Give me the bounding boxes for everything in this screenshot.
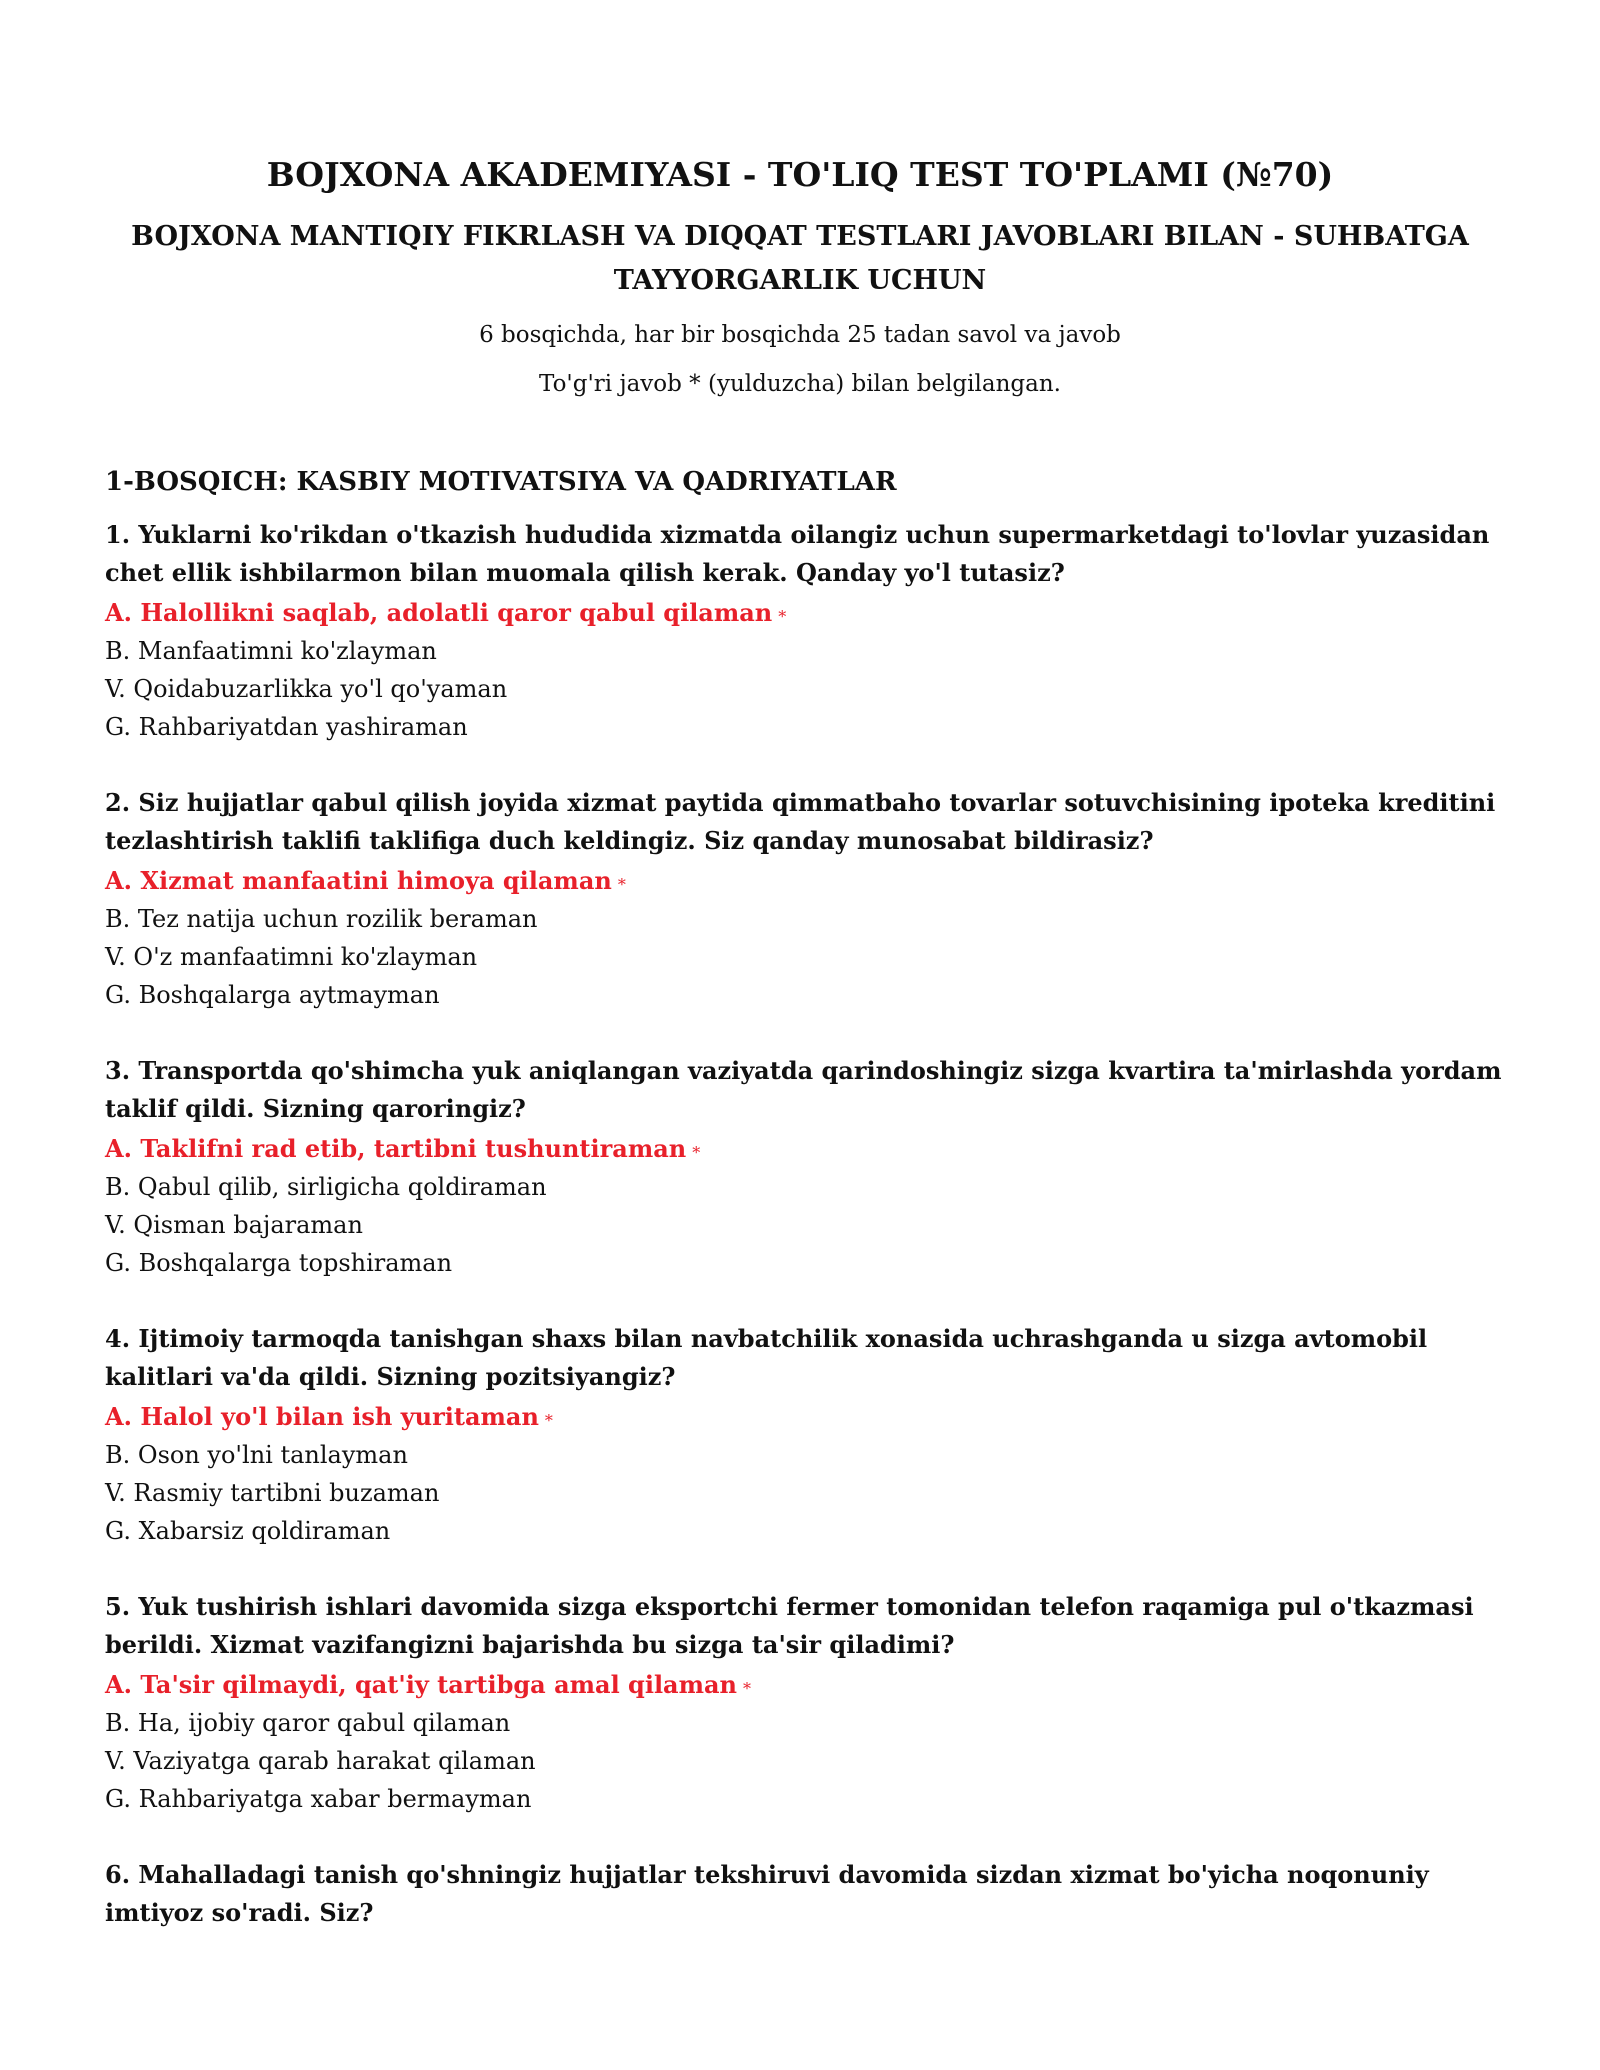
- document-subtitle: BOJXONA MANTIQIY FIKRLASH VA DIQQAT TESTLARI JAVOBLARI BILAN - SUHBATGA TAYYORGARLIK UCHUN: [131, 221, 1469, 296]
- answer-option-text: V. Vaziyatga qarab harakat qilaman: [105, 1747, 536, 1775]
- question-block: [105, 1052, 1505, 1282]
- answer-option: [105, 1206, 1505, 1244]
- correct-answer-option: [105, 1130, 1505, 1168]
- answer-option: [105, 1168, 1505, 1206]
- answer-options: [105, 594, 1505, 746]
- question-block: [105, 1856, 1505, 1932]
- correct-marker-star: *: [778, 607, 787, 626]
- answer-option-text: B. Ha, ijobiy qaror qabul qilaman: [105, 1709, 511, 1737]
- answer-option: [105, 976, 1505, 1014]
- answer-option: [105, 1780, 1505, 1818]
- answer-option: [105, 1244, 1505, 1282]
- answer-option: [105, 1436, 1505, 1474]
- answer-option-text: G. Boshqalarga topshiraman: [105, 1249, 453, 1277]
- correct-answer-option: [105, 862, 1505, 900]
- answer-option: [105, 938, 1505, 976]
- question-text: 2. Siz hujjatlar qabul qilish joyida xizmat paytida qimmatbaho tovarlar sotuvchisining ipoteka kreditini tezlashtirish taklifi taklifiga duch keldingiz. Siz qanday munosabat bildirasiz?: [105, 788, 1496, 855]
- answer-option-text: B. Manfaatimni ko'zlayman: [105, 637, 437, 665]
- answer-option-text: B. Oson yo'lni tanlayman: [105, 1441, 408, 1469]
- correct-marker-star: *: [743, 1679, 752, 1698]
- intro-line-1: 6 bosqichda, har bir bosqichda 25 tadan savol va javob: [479, 322, 1121, 348]
- question-block: [105, 1588, 1505, 1818]
- answer-option-text: G. Boshqalarga aytmayman: [105, 981, 440, 1009]
- answer-option-text: G. Rahbariyatdan yashiraman: [105, 713, 468, 741]
- answer-options: [105, 1130, 1505, 1282]
- question-text: 5. Yuk tushirish ishlari davomida sizga eksportchi fermer tomonidan telefon raqamiga pul o'tkazmasi berildi. Xizmat vazifangizni bajarishda bu sizga ta'sir qiladimi?: [105, 1592, 1474, 1659]
- correct-marker-star: *: [544, 1411, 553, 1430]
- question-block: [105, 784, 1505, 1014]
- answer-option: [105, 1742, 1505, 1780]
- section-heading: 1-BOSQICH: KASBIY MOTIVATSIYA VA QADRIYATLAR: [105, 467, 897, 497]
- question-list: [105, 516, 1505, 1932]
- correct-marker-star: *: [617, 875, 626, 894]
- question-block: [105, 516, 1505, 746]
- correct-answer-option: [105, 594, 1505, 632]
- correct-answer-option: [105, 1666, 1505, 1704]
- intro-line-2: To'g'ri javob * (yulduzcha) bilan belgilangan.: [539, 371, 1061, 397]
- answer-option-text: A. Halol yo'l bilan ish yuritaman: [105, 1402, 539, 1431]
- answer-option: [105, 670, 1505, 708]
- answer-option: [105, 900, 1505, 938]
- answer-option: [105, 1474, 1505, 1512]
- answer-options: [105, 1398, 1505, 1550]
- test-content: [105, 462, 1505, 1970]
- answer-option-text: V. Rasmiy tartibni buzaman: [105, 1479, 440, 1507]
- answer-option-text: V. Qoidabuzarlikka yo'l qo'yaman: [105, 675, 508, 703]
- question-text: 4. Ijtimoiy tarmoqda tanishgan shaxs bilan navbatchilik xonasida uchrashganda u sizga avtomobil kalitlari va'da qildi. Sizning pozitsiyangiz?: [105, 1324, 1428, 1391]
- document-title: BOJXONA AKADEMIYASI - TO'LIQ TEST TO'PLAMI (№70): [266, 155, 1334, 194]
- answer-option: [105, 1512, 1505, 1550]
- question-text: 6. Mahalladagi tanish qo'shningiz hujjatlar tekshiruvi davomida sizdan xizmat bo'yicha noqonuniy imtiyoz so'radi. Siz?: [105, 1860, 1429, 1927]
- answer-option: [105, 708, 1505, 746]
- answer-option: [105, 632, 1505, 670]
- correct-answer-option: [105, 1398, 1505, 1436]
- answer-option-text: A. Ta'sir qilmaydi, qat'iy tartibga amal qilaman: [105, 1670, 738, 1699]
- correct-marker-star: *: [692, 1143, 701, 1162]
- answer-option-text: G. Xabarsiz qoldiraman: [105, 1517, 391, 1545]
- question-text: 1. Yuklarni ko'rikdan o'tkazish hududida xizmatda oilangiz uchun supermarketdagi to'lovlar yuzasidan chet ellik ishbilarmon bilan muomala qilish kerak. Qanday yo'l tutasiz?: [105, 520, 1490, 587]
- answer-options: [105, 862, 1505, 1014]
- answer-option-text: V. Qisman bajaraman: [105, 1211, 363, 1239]
- answer-option-text: A. Halollikni saqlab, adolatli qaror qabul qilaman: [105, 598, 773, 627]
- answer-option-text: G. Rahbariyatga xabar bermayman: [105, 1785, 532, 1813]
- answer-options: [105, 1666, 1505, 1818]
- answer-option: [105, 1704, 1505, 1742]
- answer-option-text: A. Xizmat manfaatini himoya qilaman: [105, 866, 612, 895]
- answer-option-text: V. O'z manfaatimni ko'zlayman: [105, 943, 478, 971]
- question-text: 3. Transportda qo'shimcha yuk aniqlangan vaziyatda qarindoshingiz sizga kvartira ta'mirlashda yordam taklif qildi. Sizning qaroringiz?: [105, 1056, 1502, 1123]
- answer-option-text: B. Tez natija uchun rozilik beraman: [105, 905, 538, 933]
- question-block: [105, 1320, 1505, 1550]
- answer-option-text: A. Taklifni rad etib, tartibni tushuntiraman: [105, 1134, 687, 1163]
- answer-option-text: B. Qabul qilib, sirligicha qoldiraman: [105, 1173, 547, 1201]
